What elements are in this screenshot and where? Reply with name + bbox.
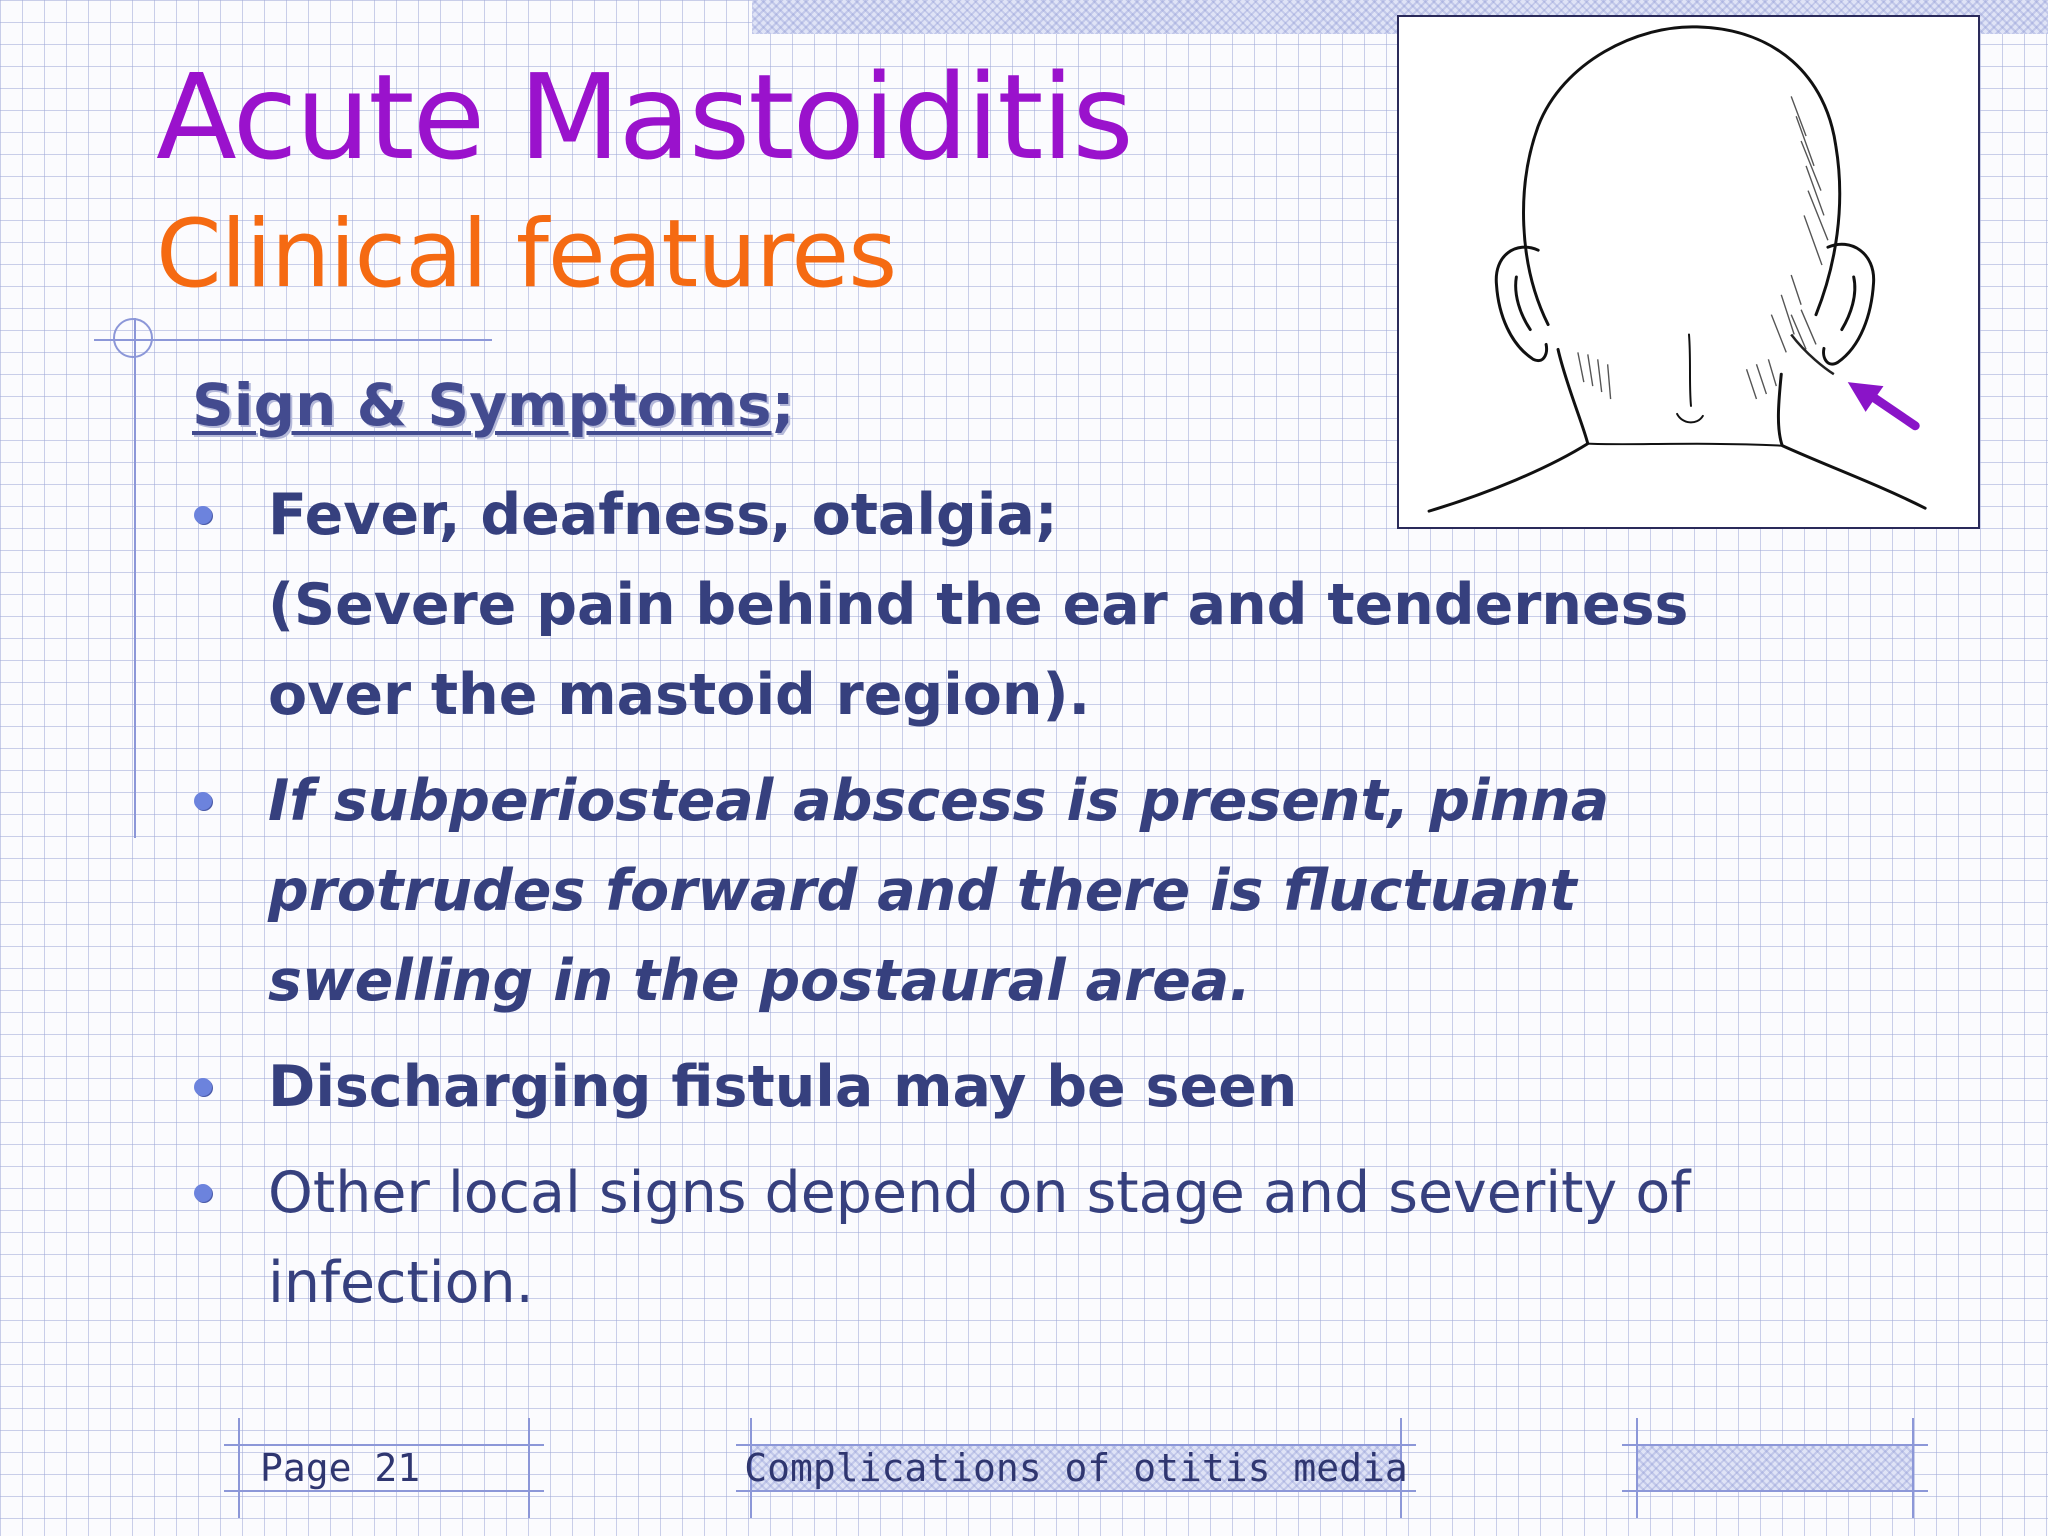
- head-illustration: [1397, 15, 1980, 529]
- list-item: [192, 470, 1892, 740]
- slide-subtitle: Clinical features: [156, 200, 897, 309]
- footer-course-box: [736, 1434, 1416, 1502]
- footer-rule: [224, 1490, 544, 1492]
- bullet-dot-icon: [194, 1184, 212, 1202]
- decorative-rule: [94, 339, 492, 341]
- list-item-line: protrudes forward and there is fluctuant: [268, 858, 1577, 924]
- list-item-line: If subperiosteal abscess is present, pinna: [268, 768, 1610, 834]
- decorative-vertical-rule: [134, 318, 136, 838]
- list-item: [192, 756, 1892, 1026]
- section-heading: [192, 371, 795, 439]
- bullet-dot-icon: [194, 792, 212, 810]
- slide-title: Acute Mastoiditis: [156, 48, 1132, 186]
- symptom-list: [192, 470, 1892, 1328]
- list-item-line: Discharging fistula may be seen: [268, 1054, 1298, 1120]
- bullet-dot-icon: [194, 506, 212, 524]
- list-item-line: Other local signs depend on stage and severity of: [268, 1160, 1691, 1226]
- list-item-line: (Severe pain behind the ear and tenderness: [268, 572, 1689, 638]
- footer-tick: [238, 1418, 240, 1518]
- footer-rule: [1622, 1444, 1928, 1446]
- list-item-line: swelling in the postaural area.: [268, 948, 1251, 1014]
- list-item-line: infection.: [268, 1250, 534, 1316]
- footer-rule: [736, 1490, 1416, 1492]
- list-item-line: Fever, deafness, otalgia;: [268, 482, 1058, 548]
- page-number: Page 21: [260, 1446, 421, 1490]
- section-heading-underlined: Sign & Symptoms: [192, 371, 772, 439]
- list-item: [192, 1042, 1892, 1132]
- footer-frame: [1636, 1444, 1914, 1492]
- list-item-line: over the mastoid region).: [268, 662, 1091, 728]
- section-heading-suffix: ;: [771, 371, 795, 439]
- list-item: [192, 1148, 1892, 1328]
- footer-tick: [1636, 1418, 1638, 1518]
- footer-tick: [1912, 1418, 1914, 1518]
- head-back-view-image: [1399, 17, 1978, 527]
- footer-page-box: [224, 1434, 544, 1502]
- bullet-dot-icon: [194, 1078, 212, 1096]
- footer-blank-box: [1622, 1434, 1928, 1502]
- course-title: Complications of otitis media: [744, 1446, 1408, 1490]
- decorative-circle: [113, 318, 153, 358]
- arrow-icon: [1848, 382, 1915, 426]
- footer-rule: [1622, 1490, 1928, 1492]
